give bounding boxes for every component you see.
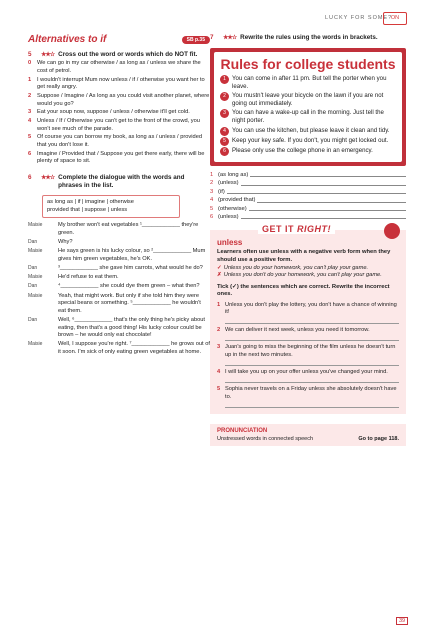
git-item bbox=[217, 344, 399, 359]
exercise-6-heading bbox=[28, 174, 210, 190]
pronunciation-row bbox=[217, 436, 399, 442]
answer-row bbox=[210, 213, 406, 221]
dialogue-text: Why? bbox=[58, 239, 73, 245]
exercise-item bbox=[28, 60, 210, 75]
git-item bbox=[217, 386, 399, 401]
exercise-number: 6 bbox=[28, 174, 32, 182]
pronunciation-link[interactable]: Go to page 118. bbox=[358, 436, 399, 443]
rule-item bbox=[220, 109, 396, 125]
answer-hint: (provided that) bbox=[218, 197, 256, 204]
dialogue-text: Yeah, that might work. But only if she told him they were special beans or something. ⁵____________ he wouldn't eat them. bbox=[58, 292, 201, 314]
banner-text: GET IT bbox=[262, 224, 297, 235]
write-line[interactable] bbox=[225, 317, 399, 324]
exercise-5-items bbox=[28, 60, 210, 166]
answer-number: 1 bbox=[210, 171, 214, 178]
get-it-right-banner bbox=[258, 224, 335, 234]
dialogue-text: ³____________ she gave him carrots, what would he do? bbox=[58, 264, 203, 271]
unit-label: LUCKY FOR SOME? bbox=[325, 15, 393, 21]
dialogue-line bbox=[28, 317, 210, 340]
answer-number: 3 bbox=[210, 188, 214, 195]
rule-text: You can use the kitchen, but please leave it clean and tidy. bbox=[232, 126, 390, 134]
section-title-row bbox=[28, 34, 210, 45]
write-line[interactable] bbox=[225, 401, 399, 408]
difficulty-stars-icon: ★★☆ bbox=[223, 35, 237, 41]
dialogue-text: Well, ⁶____________ that's the only thing he's picky about eating, then that's a good thing! His lucky colour could be brown – he would only eat chocolate! bbox=[58, 316, 206, 339]
item-text: Juan's going to miss the beginning of the film unless he doesn't turn up in the next two minutes. bbox=[225, 344, 396, 358]
item-text: Suppose / Imagine / As long as you could visit another planet, where would you go? bbox=[37, 92, 210, 107]
rule-item bbox=[220, 137, 396, 146]
write-line[interactable] bbox=[225, 334, 399, 341]
item-number: 6 bbox=[28, 150, 32, 157]
answer-hint: (if) bbox=[218, 188, 225, 195]
rule-number-badge: 1 bbox=[220, 75, 229, 84]
exercise-item bbox=[28, 93, 210, 108]
rule-number-badge: 6 bbox=[220, 147, 229, 156]
item-text: Unless you don't play the lottery, you don't have a chance of winning it! bbox=[225, 301, 397, 316]
item-text: I wouldn't interrupt Mum now unless / if / otherwise you want her to get really angry. bbox=[37, 76, 205, 91]
git-item bbox=[217, 369, 399, 376]
rules-list bbox=[220, 75, 396, 156]
item-number: 4 bbox=[28, 118, 32, 125]
dialogue-line bbox=[28, 222, 210, 237]
item-number: 1 bbox=[217, 301, 221, 308]
answer-row bbox=[210, 196, 406, 204]
pronunciation-heading: PRONUNCIATION bbox=[217, 428, 268, 435]
item-text: We can go in my car otherwise / as long as / unless we share the cost of petrol. bbox=[37, 60, 201, 74]
item-text: I will take you up on your offer unless you've changed your mind. bbox=[225, 368, 388, 375]
answer-number: 2 bbox=[210, 180, 214, 187]
pronunciation-topic: Unstressed words in connected speech bbox=[217, 436, 313, 443]
dialogue-line bbox=[28, 274, 210, 282]
item-number: 3 bbox=[28, 109, 32, 116]
git-item bbox=[217, 327, 399, 334]
exercise-number: 7 bbox=[210, 34, 214, 41]
tick-icon: ✓ bbox=[217, 264, 222, 271]
dialogue-text: ⁴____________ she could dye them green – what then? bbox=[58, 283, 200, 290]
word-list-line: as long as | if | imagine | otherwise bbox=[47, 199, 134, 206]
item-number: 2 bbox=[28, 92, 32, 99]
answer-line[interactable] bbox=[241, 179, 406, 185]
dialogue-line bbox=[28, 239, 210, 247]
speaker-name: Maisie bbox=[28, 274, 43, 281]
rule-number-badge: 4 bbox=[220, 127, 229, 136]
rule-text: You can have a wake-up call in the morning. Just tell the night porter. bbox=[232, 109, 384, 125]
difficulty-stars-icon: ★★☆ bbox=[41, 52, 55, 58]
exercise-item bbox=[28, 109, 210, 117]
section-title: Alternatives to if bbox=[28, 34, 107, 45]
word-list-box bbox=[42, 195, 180, 218]
answer-line[interactable] bbox=[227, 188, 406, 194]
item-number: 4 bbox=[217, 368, 221, 375]
git-intro: Learners often use unless with a negative verb form when they should use a positive form. bbox=[217, 249, 391, 263]
rule-item bbox=[220, 127, 396, 136]
item-number: 2 bbox=[217, 326, 221, 333]
dialogue-text: He says green is his lucky colour, so ²____________ Mum gives him green vegetables, he's OK. bbox=[58, 248, 206, 262]
unit-tag: ON bbox=[383, 12, 407, 25]
rule-number-badge: 3 bbox=[220, 109, 229, 118]
answer-row bbox=[210, 179, 406, 187]
answer-row bbox=[210, 205, 406, 213]
write-line[interactable] bbox=[225, 376, 399, 383]
answer-lines bbox=[210, 171, 406, 221]
speaker-name: Maisie bbox=[28, 341, 43, 348]
rule-item bbox=[220, 147, 396, 156]
item-number: 5 bbox=[217, 386, 221, 393]
dialogue-line bbox=[28, 293, 210, 316]
answer-line[interactable] bbox=[241, 213, 406, 219]
dialogue-line bbox=[28, 248, 210, 263]
rule-number-badge: 5 bbox=[220, 137, 229, 146]
speaker-name: Maisie bbox=[28, 292, 43, 299]
item-number: 3 bbox=[217, 344, 221, 351]
rule-item bbox=[220, 75, 396, 91]
dialogue-text: Well, I suppose you're right. ⁷____________ he grows out of it soon. I'm sick of only eating green vegetables at home. bbox=[58, 341, 210, 355]
rule-text: You can come in after 11 pm. But tell the porter when you leave. bbox=[232, 75, 387, 90]
rules-poster bbox=[210, 48, 406, 166]
rule-number-badge: 2 bbox=[220, 92, 229, 101]
exercise-item bbox=[28, 77, 210, 92]
page-number: 39 bbox=[396, 617, 408, 625]
correct-example-text: Unless you do your homework, you can't play your game. bbox=[223, 264, 369, 271]
target-icon bbox=[384, 223, 400, 239]
word-list-line: provided that | suppose | unless bbox=[47, 206, 128, 213]
exercise-5-heading bbox=[28, 51, 210, 59]
dialogue-text: He'd refuse to eat them. bbox=[58, 274, 119, 281]
item-text: Unless / If / Otherwise you can't get to the front of the crowd, you won't see much of the parade. bbox=[37, 118, 200, 132]
speaker-name: Dan bbox=[28, 264, 38, 271]
rule-text: You mustn't leave your bicycle on the lawn if you are not going out immediately. bbox=[232, 92, 384, 108]
git-title: unless bbox=[217, 238, 243, 248]
item-text: Sophia never travels on a Friday unless she absolutely doesn't have to. bbox=[225, 386, 397, 400]
rules-poster-inner bbox=[214, 52, 402, 162]
item-number: 0 bbox=[28, 60, 32, 67]
answer-row bbox=[210, 171, 406, 179]
incorrect-example bbox=[217, 272, 399, 280]
cross-icon: ✗ bbox=[217, 272, 222, 279]
git-items bbox=[217, 302, 399, 408]
speaker-name: Maisie bbox=[28, 222, 43, 229]
answer-row bbox=[210, 188, 406, 196]
rule-text: Please only use the college phone in an emergency. bbox=[232, 146, 373, 154]
dialogue-line bbox=[28, 341, 210, 356]
exercise-item bbox=[28, 118, 210, 133]
answer-line[interactable] bbox=[257, 196, 406, 202]
exercise-instruction: Complete the dialogue with the words and phrases in the list. bbox=[58, 174, 185, 190]
exercise-item bbox=[28, 134, 210, 149]
item-number: 1 bbox=[28, 76, 32, 83]
dialogue-line bbox=[28, 265, 210, 273]
dialogue bbox=[28, 222, 210, 356]
pronunciation-box bbox=[210, 424, 406, 446]
git-item bbox=[217, 302, 399, 317]
exercise-7-heading bbox=[210, 34, 406, 42]
banner-text-emphasis: RIGHT! bbox=[297, 224, 331, 235]
answer-number: 5 bbox=[210, 205, 214, 212]
get-it-right-box bbox=[210, 224, 406, 414]
speaker-name: Maisie bbox=[28, 248, 43, 255]
section-ref-badge: SB p.35 bbox=[182, 36, 210, 44]
item-text: Eat your soup now, suppose / unless / otherwise it'll get cold. bbox=[37, 109, 190, 116]
exercise-number: 5 bbox=[28, 51, 32, 58]
speaker-name: Dan bbox=[28, 316, 38, 323]
difficulty-stars-icon: ★★☆ bbox=[41, 175, 55, 182]
answer-number: 4 bbox=[210, 197, 214, 204]
incorrect-example-text: Unless you don't do your homework, you can't play your game. bbox=[223, 272, 382, 279]
answer-line[interactable] bbox=[250, 171, 406, 177]
answer-hint: (otherwise) bbox=[218, 205, 247, 212]
answer-hint: (unless) bbox=[218, 180, 239, 187]
exercise-instruction: Rewrite the rules using the words in brackets. bbox=[240, 34, 378, 41]
dialogue-line bbox=[28, 283, 210, 291]
item-number: 5 bbox=[28, 134, 32, 141]
answer-hint: (as long as) bbox=[218, 171, 249, 178]
speaker-name: Dan bbox=[28, 239, 38, 245]
item-text: Imagine / Provided that / Suppose you get there early, there will be plenty of space to sit. bbox=[37, 150, 205, 165]
dialogue-text: My brother won't eat vegetables ¹____________ they're green. bbox=[58, 222, 199, 236]
git-task: Tick (✓) the sentences which are correct. Rewrite the incorrect ones. bbox=[217, 283, 390, 298]
exercise-instruction: Cross out the word or words which do NOT fit. bbox=[58, 51, 198, 58]
exercise-item bbox=[28, 151, 210, 166]
item-text: We can deliver it next week, unless you need it tomorrow. bbox=[225, 326, 370, 333]
rule-text: Keep your key safe. If you don't, you might get locked out. bbox=[232, 136, 389, 144]
right-column bbox=[210, 34, 406, 446]
write-line[interactable] bbox=[225, 359, 399, 366]
rules-title: Rules for college students bbox=[220, 56, 396, 72]
answer-line[interactable] bbox=[249, 205, 406, 211]
answer-number: 6 bbox=[210, 213, 214, 220]
answer-hint: (unless) bbox=[218, 213, 239, 220]
speaker-name: Dan bbox=[28, 283, 38, 290]
left-column bbox=[28, 34, 210, 356]
item-text: Of course you can borrow my book, as long as / unless / provided that you don't lose it. bbox=[37, 134, 203, 149]
rule-item bbox=[220, 92, 396, 108]
